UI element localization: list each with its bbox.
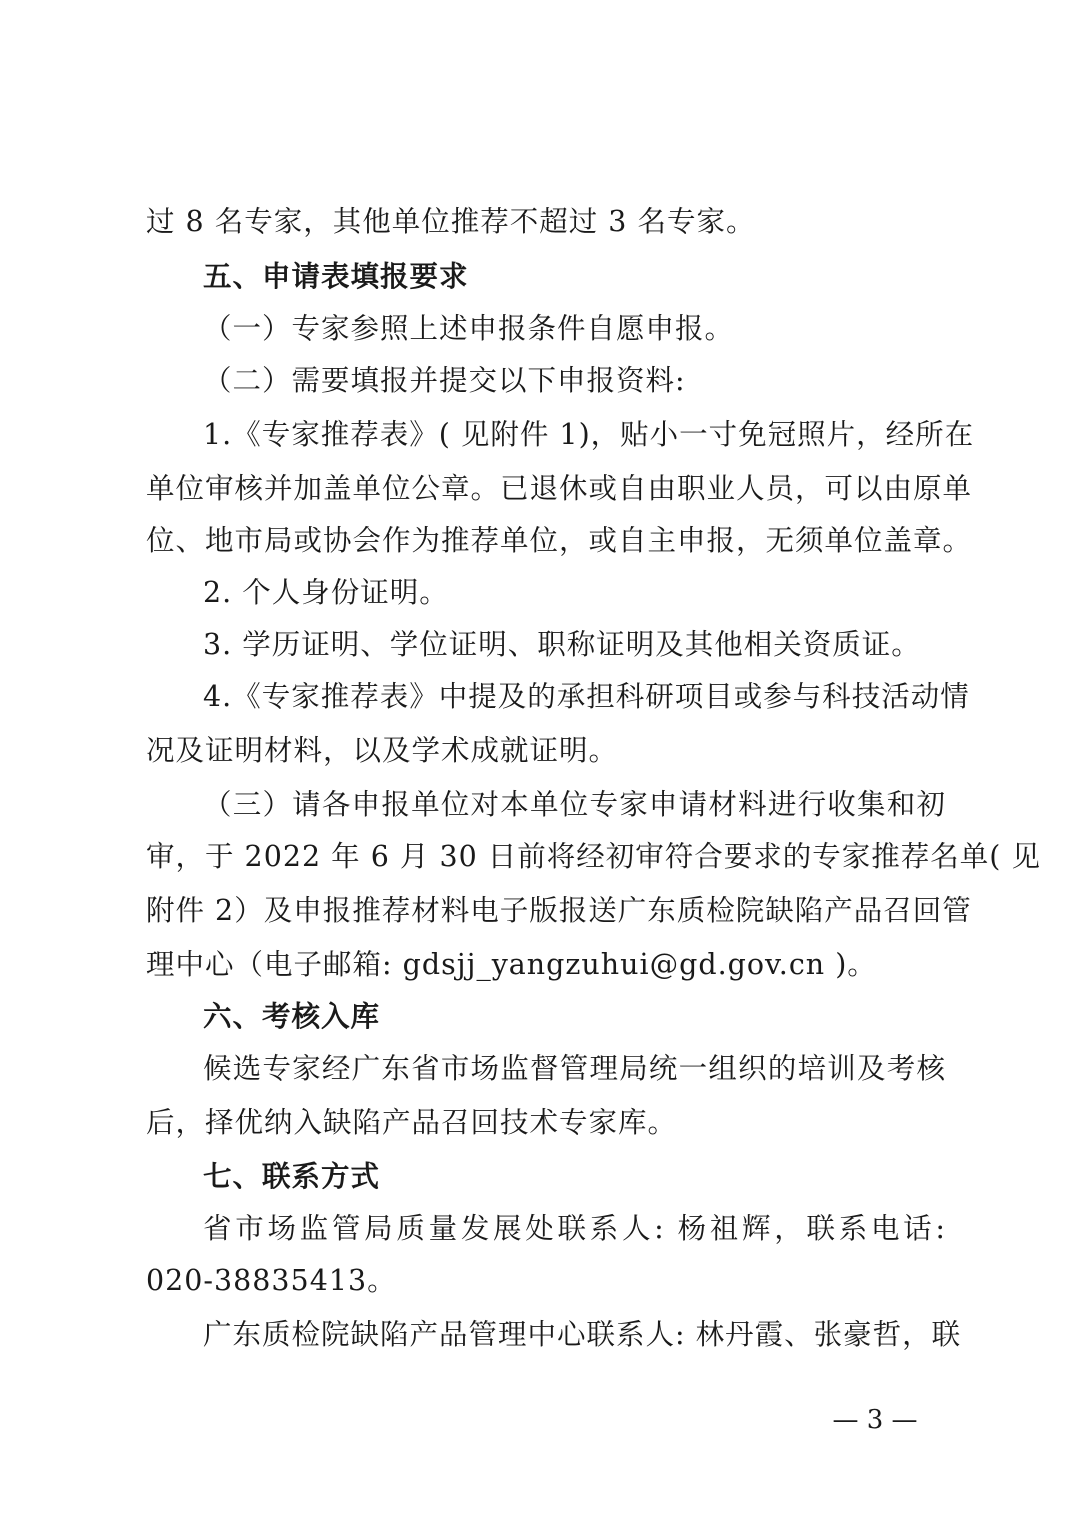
paragraph-line-materials-intro: （二）需要填报并提交以下申报资料:: [203, 364, 686, 397]
paragraph-line-contact-bureau: 省市场监管局质量发展处联系人: 杨祖辉，联系电话:: [203, 1212, 946, 1245]
paragraph-line-assessment: 候选专家经广东省市场监督管理局统一组织的培训及考核: [203, 1052, 946, 1085]
paragraph-line-contact-center: 广东质检院缺陷产品管理中心联系人: 林丹霞、张豪哲，联: [203, 1318, 962, 1351]
paragraph-line-voluntary: （一）专家参照上述申报条件自愿申报。: [203, 312, 735, 345]
paragraph-line-item-4: 4.《专家推荐表》中提及的承担科研项目或参与科技活动情: [203, 680, 970, 713]
paragraph-line-item-1: 1.《专家推荐表》( 见附件 1)，贴小一寸免冠照片，经所在: [203, 418, 975, 451]
section-heading-assessment: 六、考核入库: [203, 1000, 381, 1033]
paragraph-line-contact-phone: 020-38835413。: [146, 1264, 397, 1297]
section-heading-application-requirements: 五、申请表填报要求: [203, 260, 469, 293]
section-heading-contact: 七、联系方式: [203, 1160, 381, 1193]
paragraph-line-item-3: 3. 学历证明、学位证明、职称证明及其他相关资质证。: [203, 628, 921, 661]
paragraph-line-submission-deadline: 审，于 2022 年 6 月 30 日前将经初审符合要求的专家推荐名单( 见: [146, 840, 1041, 873]
paragraph-line-item-2: 2. 个人身份证明。: [203, 576, 449, 609]
paragraph-line-submission-target: 附件 2）及申报推荐材料电子版报送广东质检院缺陷产品召回管: [146, 894, 972, 927]
paragraph-line-quota-end: 过 8 名专家，其他单位推荐不超过 3 名专家。: [146, 205, 756, 238]
paragraph-line-item-1-end: 位、地市局或协会作为推荐单位，或自主申报，无须单位盖章。: [146, 524, 973, 557]
paragraph-line-assessment-end: 后，择优纳入缺陷产品召回技术专家库。: [146, 1106, 678, 1139]
page-number: — 3 —: [832, 1405, 918, 1435]
paragraph-line-item-1-cont: 单位审核并加盖单位公章。已退休或自由职业人员，可以由原单: [146, 472, 973, 505]
paragraph-line-item-4-end: 况及证明材料，以及学术成就证明。: [146, 734, 619, 767]
paragraph-line-submission: （三）请各申报单位对本单位专家申请材料进行收集和初: [203, 788, 946, 821]
paragraph-line-submission-email: 理中心（电子邮箱: gdsjj_yangzuhui@gd.gov.cn )。: [146, 948, 877, 981]
